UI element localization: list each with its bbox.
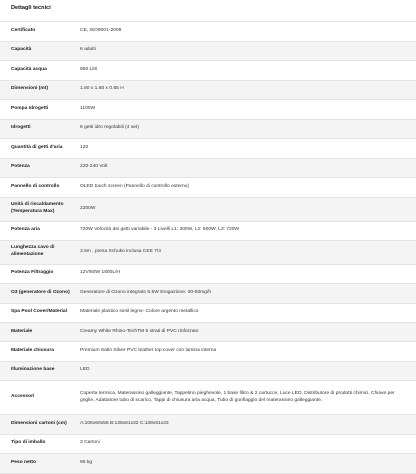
spec-label: Spa Pool Cover/Material	[11, 309, 67, 315]
spec-value: 6 adulti	[80, 47, 96, 53]
spec-label: Materiale chiusura	[11, 347, 54, 353]
spec-label: Tipo di imballo	[11, 440, 46, 446]
section-title: Dettagli tecnici	[0, 0, 416, 22]
spec-row	[0, 222, 416, 241]
spec-row	[0, 81, 416, 101]
spec-value: LED	[80, 367, 90, 373]
spec-row	[0, 178, 416, 198]
spec-row	[0, 381, 416, 415]
spec-value: CE, ISO9001-2008	[80, 27, 122, 33]
spec-value: A:106x60x56 B:138x61x32 C:138x61x23	[80, 420, 169, 426]
spec-label: Accessori	[11, 394, 35, 400]
spec-label: Potenza	[11, 164, 30, 170]
spec-value: 120	[80, 144, 89, 150]
spec-label: Peso netto	[11, 459, 37, 465]
spec-label: O3 (generatore di Ozono)	[11, 289, 70, 295]
spec-row	[0, 435, 416, 455]
spec-row	[0, 284, 416, 304]
spec-label: Lunghezza cavo di alimentazione	[11, 245, 55, 257]
spec-label: Potenza Filtraggio	[11, 270, 54, 276]
spec-label: Dimensioni cartoni (cm)	[11, 420, 67, 426]
spec-value: 1100W	[80, 105, 96, 111]
spec-row	[0, 22, 416, 42]
spec-row	[0, 454, 416, 474]
spec-value: 8 getti idro regolabili (4 set)	[80, 125, 139, 131]
spec-label: Certificato	[11, 27, 36, 33]
spec-label: Potenza aria	[11, 227, 40, 233]
spec-value: 12V/60W 1800L/H	[80, 270, 120, 276]
spec-label: Unità di riscaldamento (Temperatura Max)	[11, 202, 64, 214]
spec-label: Quantità di getti d'aria	[11, 144, 63, 150]
spec-value: OLED touch screen (Pannello di controllo esterno)	[80, 183, 190, 189]
spec-label: Materiale	[11, 328, 33, 334]
spec-value: Generatore di Ozono integrato 5.5W Erogazione: 30-50mg/h	[80, 289, 212, 295]
spec-value: 3 Cartoni	[80, 440, 100, 446]
spec-label: Pannello di controllo	[11, 183, 60, 189]
spec-value: 220-240 Volt	[80, 164, 108, 170]
spec-value: Premium Satin Silver PVC leather top cover con lamina interna	[80, 347, 217, 353]
spec-row	[0, 342, 416, 362]
spec-value: 850 Litri	[80, 66, 98, 72]
spec-label: Capacità acqua	[11, 66, 47, 72]
spec-value: 1.60 x 1.60 x 0.65 H	[80, 86, 124, 92]
spec-row	[0, 120, 416, 140]
spec-row	[0, 362, 416, 382]
spec-label: Idrogetti	[11, 125, 31, 131]
spec-value: Coperta termica, Materassino galleggiante, Tappetino pieghevole, 1 base filtro & 2 cartucce, Luce LED, Distributore di prodotti chimici, Chiave per griglie, Adattatore tubo di scarico, Tappi di chiusura aria acqua, Tubo di gonfiaggio del materassino galleggiante.	[80, 390, 395, 403]
spec-value: 2200W	[80, 205, 96, 211]
spec-label: Dimensioni (mt)	[11, 86, 48, 92]
specs-table	[0, 22, 416, 474]
spec-label: Pompa Idrogetti	[11, 105, 49, 111]
spec-value: 720W Velocità dei getti variabile - 3 Livelli L1: 300W, L2: 500W, L3: 720W	[80, 227, 240, 233]
spec-row	[0, 159, 416, 179]
spec-row	[0, 42, 416, 62]
spec-label: Capacità	[11, 47, 32, 53]
spec-value: Materiale plastico simil legno- Colore argento metallico	[80, 309, 199, 315]
spec-label: Illuminazione base	[11, 367, 55, 373]
spec-value: Creamy White Rhino-TechTM 6 strati di PVC rinforzato	[80, 328, 199, 334]
spec-row	[0, 61, 416, 81]
spec-row	[0, 198, 416, 222]
spec-row	[0, 265, 416, 285]
spec-row	[0, 323, 416, 342]
spec-value: 96 kg	[80, 459, 92, 465]
spec-value: 3.5m , presa Schuko inclusa CEE 7/4	[80, 248, 162, 254]
spec-row	[0, 304, 416, 324]
spec-row	[0, 139, 416, 159]
spec-row	[0, 415, 416, 435]
spec-row	[0, 100, 416, 120]
spec-row	[0, 241, 416, 265]
